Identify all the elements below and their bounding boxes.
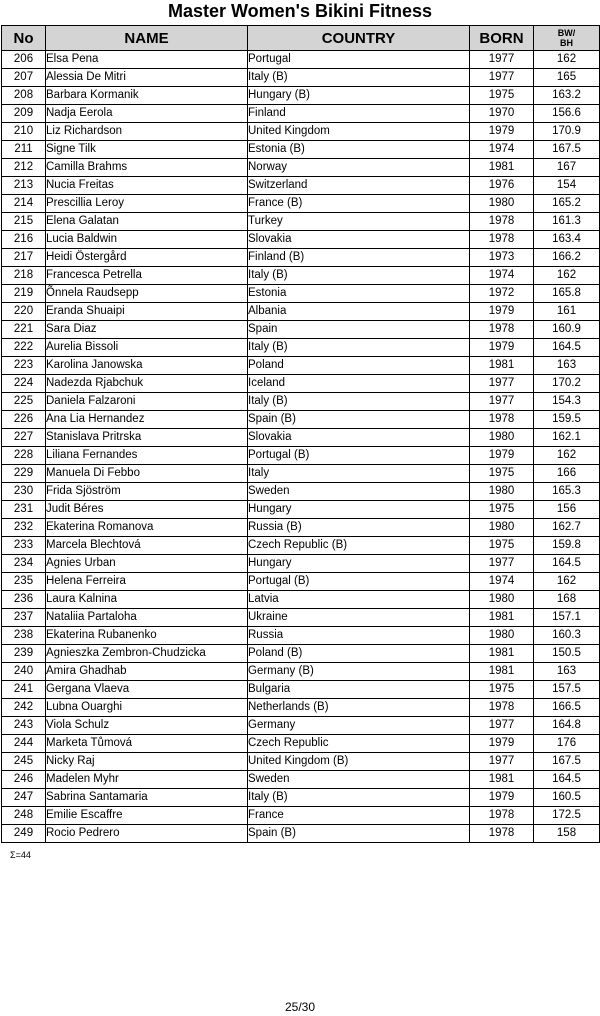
cell-name: Signe Tilk: [46, 141, 248, 159]
cell-country: Spain (B): [248, 825, 470, 843]
header-row: [2, 26, 600, 51]
table-row: [2, 105, 600, 123]
cell-no: 247: [2, 789, 46, 807]
table-row: [2, 753, 600, 771]
cell-born: 1972: [470, 285, 534, 303]
cell-bw-bh: 162: [534, 573, 600, 591]
cell-country: France (B): [248, 195, 470, 213]
cell-bw-bh: 163: [534, 357, 600, 375]
cell-born: 1979: [470, 447, 534, 465]
cell-no: 225: [2, 393, 46, 411]
cell-bw-bh: 166.2: [534, 249, 600, 267]
cell-bw-bh: 162: [534, 447, 600, 465]
cell-country: Estonia: [248, 285, 470, 303]
table-row: [2, 825, 600, 843]
table-row: [2, 483, 600, 501]
cell-name: Agnieszka Zembron-Chudzicka: [46, 645, 248, 663]
cell-no: 220: [2, 303, 46, 321]
cell-name: Helena Ferreira: [46, 573, 248, 591]
table-row: [2, 771, 600, 789]
cell-born: 1979: [470, 735, 534, 753]
cell-country: Russia (B): [248, 519, 470, 537]
cell-born: 1975: [470, 501, 534, 519]
cell-country: United Kingdom: [248, 123, 470, 141]
cell-name: Nucia Freitas: [46, 177, 248, 195]
cell-bw-bh: 165: [534, 69, 600, 87]
cell-country: Sweden: [248, 483, 470, 501]
cell-bw-bh: 163.4: [534, 231, 600, 249]
cell-bw-bh: 164.5: [534, 339, 600, 357]
table-row: [2, 519, 600, 537]
cell-no: 248: [2, 807, 46, 825]
cell-no: 232: [2, 519, 46, 537]
cell-country: Italy (B): [248, 69, 470, 87]
cell-bw-bh: 164.8: [534, 717, 600, 735]
cell-born: 1979: [470, 303, 534, 321]
cell-name: Prescillia Leroy: [46, 195, 248, 213]
cell-bw-bh: 154: [534, 177, 600, 195]
cell-country: Hungary: [248, 501, 470, 519]
cell-name: Ekaterina Romanova: [46, 519, 248, 537]
table-row: [2, 51, 600, 69]
cell-bw-bh: 161.3: [534, 213, 600, 231]
cell-no: 233: [2, 537, 46, 555]
cell-name: Sabrina Santamaria: [46, 789, 248, 807]
table-row: [2, 267, 600, 285]
cell-bw-bh: 157.5: [534, 681, 600, 699]
table-row: [2, 321, 600, 339]
cell-born: 1980: [470, 195, 534, 213]
cell-no: 237: [2, 609, 46, 627]
header-bw-bh: [534, 26, 600, 51]
cell-country: Spain: [248, 321, 470, 339]
cell-bw-bh: 165.8: [534, 285, 600, 303]
cell-no: 228: [2, 447, 46, 465]
cell-country: Norway: [248, 159, 470, 177]
cell-country: Finland (B): [248, 249, 470, 267]
cell-country: Albania: [248, 303, 470, 321]
cell-born: 1975: [470, 87, 534, 105]
cell-no: 230: [2, 483, 46, 501]
table-row: [2, 87, 600, 105]
cell-name: Amira Ghadhab: [46, 663, 248, 681]
cell-name: Marketa Tůmová: [46, 735, 248, 753]
cell-country: Turkey: [248, 213, 470, 231]
page-number: 25/30: [284, 1000, 316, 1014]
cell-born: 1979: [470, 339, 534, 357]
cell-country: Russia: [248, 627, 470, 645]
cell-country: Poland (B): [248, 645, 470, 663]
cell-name: Nadezda Rjabchuk: [46, 375, 248, 393]
cell-no: 208: [2, 87, 46, 105]
cell-name: Sara Diaz: [46, 321, 248, 339]
cell-bw-bh: 166: [534, 465, 600, 483]
cell-bw-bh: 170.9: [534, 123, 600, 141]
cell-no: 210: [2, 123, 46, 141]
cell-born: 1975: [470, 465, 534, 483]
cell-no: 242: [2, 699, 46, 717]
cell-country: Iceland: [248, 375, 470, 393]
cell-no: 244: [2, 735, 46, 753]
cell-name: Manuela Di Febbo: [46, 465, 248, 483]
table-row: [2, 609, 600, 627]
cell-no: 209: [2, 105, 46, 123]
cell-name: Judit Béres: [46, 501, 248, 519]
cell-bw-bh: 160.9: [534, 321, 600, 339]
cell-country: Hungary: [248, 555, 470, 573]
table-row: [2, 357, 600, 375]
table-row: [2, 645, 600, 663]
table-row: [2, 591, 600, 609]
cell-bw-bh: 166.5: [534, 699, 600, 717]
cell-name: Nataliia Partaloha: [46, 609, 248, 627]
cell-bw-bh: 168: [534, 591, 600, 609]
cell-country: Czech Republic: [248, 735, 470, 753]
cell-name: Elsa Pena: [46, 51, 248, 69]
cell-name: Lucia Baldwin: [46, 231, 248, 249]
cell-born: 1977: [470, 555, 534, 573]
cell-born: 1977: [470, 753, 534, 771]
cell-born: 1978: [470, 231, 534, 249]
header-name: NAME: [46, 26, 248, 51]
cell-born: 1980: [470, 627, 534, 645]
cell-country: Finland: [248, 105, 470, 123]
cell-born: 1980: [470, 429, 534, 447]
cell-country: Italy (B): [248, 393, 470, 411]
cell-no: 222: [2, 339, 46, 357]
cell-bw-bh: 165.2: [534, 195, 600, 213]
table-row: [2, 69, 600, 87]
cell-name: Marcela Blechtová: [46, 537, 248, 555]
table-row: [2, 627, 600, 645]
cell-no: 214: [2, 195, 46, 213]
cell-country: Hungary (B): [248, 87, 470, 105]
cell-country: Italy (B): [248, 339, 470, 357]
cell-name: Stanislava Pritrska: [46, 429, 248, 447]
cell-name: Lubna Ouarghi: [46, 699, 248, 717]
table-row: [2, 231, 600, 249]
cell-name: Agnies Urban: [46, 555, 248, 573]
table-row: [2, 735, 600, 753]
cell-born: 1979: [470, 789, 534, 807]
cell-name: Aurelia Bissoli: [46, 339, 248, 357]
cell-name: Frida Sjöström: [46, 483, 248, 501]
cell-bw-bh: 167.5: [534, 141, 600, 159]
cell-no: 246: [2, 771, 46, 789]
cell-no: 224: [2, 375, 46, 393]
cell-name: Liliana Fernandes: [46, 447, 248, 465]
cell-born: 1980: [470, 483, 534, 501]
cell-born: 1975: [470, 681, 534, 699]
cell-country: Italy (B): [248, 789, 470, 807]
cell-no: 234: [2, 555, 46, 573]
cell-no: 218: [2, 267, 46, 285]
total-count: Σ=44: [10, 850, 31, 860]
cell-no: 217: [2, 249, 46, 267]
cell-born: 1974: [470, 141, 534, 159]
cell-born: 1981: [470, 609, 534, 627]
cell-bw-bh: 160.3: [534, 627, 600, 645]
table-row: [2, 177, 600, 195]
table-row: [2, 537, 600, 555]
cell-born: 1973: [470, 249, 534, 267]
cell-no: 212: [2, 159, 46, 177]
cell-born: 1978: [470, 411, 534, 429]
cell-name: Rocio Pedrero: [46, 825, 248, 843]
cell-name: Laura Kalnina: [46, 591, 248, 609]
cell-no: 240: [2, 663, 46, 681]
table-row: [2, 717, 600, 735]
header-no: No: [2, 26, 46, 51]
cell-name: Heidi Östergård: [46, 249, 248, 267]
cell-country: Bulgaria: [248, 681, 470, 699]
table-row: [2, 501, 600, 519]
cell-bw-bh: 164.5: [534, 555, 600, 573]
table-row: [2, 285, 600, 303]
cell-no: 249: [2, 825, 46, 843]
cell-bw-bh: 159.8: [534, 537, 600, 555]
cell-born: 1979: [470, 123, 534, 141]
cell-country: Latvia: [248, 591, 470, 609]
cell-name: Barbara Kormanik: [46, 87, 248, 105]
table-row: [2, 159, 600, 177]
cell-no: 219: [2, 285, 46, 303]
cell-name: Elena Galatan: [46, 213, 248, 231]
cell-country: Italy (B): [248, 267, 470, 285]
cell-born: 1975: [470, 537, 534, 555]
cell-born: 1981: [470, 645, 534, 663]
cell-no: 241: [2, 681, 46, 699]
cell-country: Slovakia: [248, 231, 470, 249]
table-row: [2, 123, 600, 141]
cell-bw-bh: 165.3: [534, 483, 600, 501]
cell-name: Eranda Shuaipi: [46, 303, 248, 321]
cell-country: Czech Republic (B): [248, 537, 470, 555]
cell-born: 1974: [470, 267, 534, 285]
cell-born: 1981: [470, 357, 534, 375]
cell-country: Ukraine: [248, 609, 470, 627]
cell-bw-bh: 156: [534, 501, 600, 519]
cell-bw-bh: 172.5: [534, 807, 600, 825]
header-country: COUNTRY: [248, 26, 470, 51]
table-row: [2, 339, 600, 357]
header-born: BORN: [470, 26, 534, 51]
cell-name: Nicky Raj: [46, 753, 248, 771]
results-table: [1, 25, 600, 843]
table-row: [2, 141, 600, 159]
cell-name: Alessia De Mitri: [46, 69, 248, 87]
cell-no: 231: [2, 501, 46, 519]
cell-born: 1978: [470, 825, 534, 843]
cell-name: Nadja Eerola: [46, 105, 248, 123]
cell-born: 1977: [470, 717, 534, 735]
cell-no: 221: [2, 321, 46, 339]
cell-country: Netherlands (B): [248, 699, 470, 717]
cell-born: 1978: [470, 699, 534, 717]
cell-born: 1978: [470, 321, 534, 339]
cell-name: Madelen Myhr: [46, 771, 248, 789]
cell-country: Slovakia: [248, 429, 470, 447]
cell-no: 206: [2, 51, 46, 69]
cell-bw-bh: 162: [534, 267, 600, 285]
cell-bw-bh: 158: [534, 825, 600, 843]
cell-name: Ana Lia Hernandez: [46, 411, 248, 429]
cell-country: Italy: [248, 465, 470, 483]
cell-bw-bh: 150.5: [534, 645, 600, 663]
cell-born: 1978: [470, 807, 534, 825]
cell-name: Ekaterina Rubanenko: [46, 627, 248, 645]
cell-bw-bh: 156.6: [534, 105, 600, 123]
cell-born: 1976: [470, 177, 534, 195]
cell-country: United Kingdom (B): [248, 753, 470, 771]
table-row: [2, 429, 600, 447]
cell-bw-bh: 163: [534, 663, 600, 681]
cell-no: 216: [2, 231, 46, 249]
cell-name: Õnnela Raudsepp: [46, 285, 248, 303]
cell-born: 1978: [470, 213, 534, 231]
cell-born: 1981: [470, 771, 534, 789]
cell-born: 1974: [470, 573, 534, 591]
cell-no: 243: [2, 717, 46, 735]
cell-bw-bh: 162: [534, 51, 600, 69]
cell-no: 215: [2, 213, 46, 231]
table-row: [2, 303, 600, 321]
cell-country: Germany (B): [248, 663, 470, 681]
cell-bw-bh: 162.1: [534, 429, 600, 447]
table-row: [2, 681, 600, 699]
cell-bw-bh: 176: [534, 735, 600, 753]
cell-born: 1977: [470, 51, 534, 69]
table-row: [2, 663, 600, 681]
cell-born: 1981: [470, 159, 534, 177]
cell-no: 226: [2, 411, 46, 429]
cell-no: 235: [2, 573, 46, 591]
table-row: [2, 249, 600, 267]
cell-bw-bh: 163.2: [534, 87, 600, 105]
cell-born: 1977: [470, 69, 534, 87]
cell-bw-bh: 160.5: [534, 789, 600, 807]
cell-born: 1980: [470, 591, 534, 609]
cell-country: Spain (B): [248, 411, 470, 429]
table-row: [2, 213, 600, 231]
table-row: [2, 393, 600, 411]
cell-bw-bh: 157.1: [534, 609, 600, 627]
table-row: [2, 465, 600, 483]
cell-country: Estonia (B): [248, 141, 470, 159]
cell-country: Sweden: [248, 771, 470, 789]
cell-bw-bh: 167.5: [534, 753, 600, 771]
cell-bw-bh: 162.7: [534, 519, 600, 537]
cell-country: France: [248, 807, 470, 825]
cell-no: 227: [2, 429, 46, 447]
cell-bw-bh: 161: [534, 303, 600, 321]
table-row: [2, 789, 600, 807]
cell-name: Viola Schulz: [46, 717, 248, 735]
cell-bw-bh: 154.3: [534, 393, 600, 411]
cell-country: Germany: [248, 717, 470, 735]
cell-no: 229: [2, 465, 46, 483]
cell-no: 211: [2, 141, 46, 159]
cell-name: Emilie Escaffre: [46, 807, 248, 825]
cell-country: Switzerland: [248, 177, 470, 195]
cell-born: 1981: [470, 663, 534, 681]
header-bw: BW/: [557, 28, 576, 38]
cell-bw-bh: 170.2: [534, 375, 600, 393]
cell-no: 238: [2, 627, 46, 645]
cell-name: Karolina Janowska: [46, 357, 248, 375]
cell-name: Camilla Brahms: [46, 159, 248, 177]
cell-name: Liz Richardson: [46, 123, 248, 141]
table-row: [2, 447, 600, 465]
table-row: [2, 807, 600, 825]
cell-born: 1980: [470, 519, 534, 537]
cell-name: Daniela Falzaroni: [46, 393, 248, 411]
table-row: [2, 375, 600, 393]
cell-no: 207: [2, 69, 46, 87]
table-row: [2, 195, 600, 213]
table-row: [2, 699, 600, 717]
cell-bw-bh: 159.5: [534, 411, 600, 429]
cell-country: Portugal: [248, 51, 470, 69]
header-bh: BH: [560, 38, 573, 48]
cell-no: 236: [2, 591, 46, 609]
cell-country: Portugal (B): [248, 573, 470, 591]
cell-born: 1970: [470, 105, 534, 123]
cell-no: 213: [2, 177, 46, 195]
cell-bw-bh: 167: [534, 159, 600, 177]
table-row: [2, 411, 600, 429]
table-row: [2, 555, 600, 573]
cell-country: Poland: [248, 357, 470, 375]
cell-born: 1977: [470, 393, 534, 411]
cell-name: Gergana Vlaeva: [46, 681, 248, 699]
page-title: Master Women's Bikini Fitness: [167, 1, 432, 21]
cell-born: 1977: [470, 375, 534, 393]
cell-name: Francesca Petrella: [46, 267, 248, 285]
cell-country: Portugal (B): [248, 447, 470, 465]
cell-no: 223: [2, 357, 46, 375]
table-row: [2, 573, 600, 591]
cell-no: 239: [2, 645, 46, 663]
cell-no: 245: [2, 753, 46, 771]
cell-bw-bh: 164.5: [534, 771, 600, 789]
